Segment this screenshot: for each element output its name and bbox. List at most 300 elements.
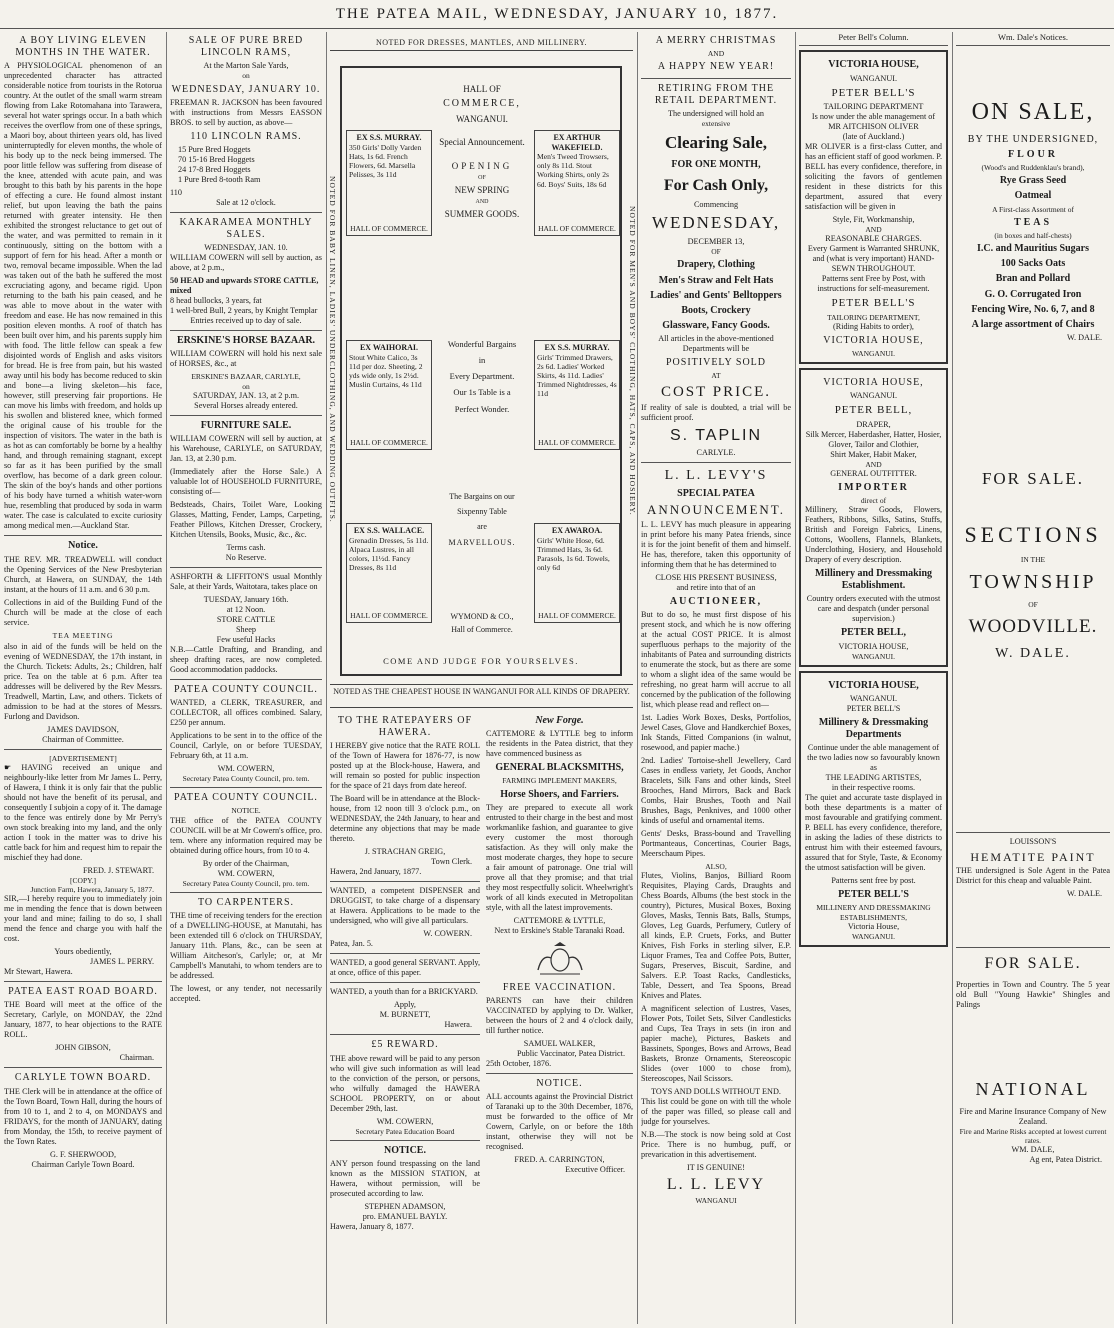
accounts-title: NOTICE. (536, 1077, 583, 1089)
pcc1-sign: WM. COWERN, (217, 764, 275, 774)
bran: Bran and Pollard (995, 273, 1071, 285)
pb-name: PETER BELL'S (831, 297, 916, 310)
kakaramea-body: WILLIAM COWERN will sell by auction, as above, at 2 p.m., (170, 253, 322, 273)
levy-toys: TOYS AND DOLLS WITHOUT END. (651, 1086, 781, 1096)
lincoln-body: FREEMAN R. JACKSON has been favoured with instructions from Messrs EASSON BROS. to sell by auction, as above— (170, 97, 322, 127)
boy-title: A BOY LIVING ELEVEN MONTHS IN THE WATER. (15, 35, 151, 59)
trespass-sign: STEPHEN ADAMSON, (364, 1201, 446, 1211)
lincoln-total: 110 (170, 187, 182, 197)
forge-sub2: Horse Shoers, and Farriers. (500, 788, 619, 800)
december: DECEMBER 13, (687, 237, 745, 247)
every-dept: Every Department. (449, 371, 515, 382)
vh-place: WANGANUI. (849, 693, 898, 703)
ratepayers-date: Hawera, 2nd January, 1877. (330, 867, 422, 877)
straw-hats: Men's Straw and Felt Hats (658, 274, 774, 286)
pcc1-body: WANTED, a CLERK, TREASURER, and COLLECTOR, all offices combined. Salary, £250 per annum. (170, 698, 322, 728)
dispenser-date: Patea, Jan. 5. (330, 939, 373, 949)
pb-body: Is now under the able management of (811, 111, 936, 121)
levy-nb: N.B.—The stock is now being sold at Cost Price. There is no humbug, puff, or prevarication in this advertisement. (641, 1129, 791, 1159)
vh-place: WANGANUI. (849, 391, 898, 401)
bargain-cell (534, 340, 620, 450)
teas: TEAS (1013, 216, 1053, 228)
ashforth-date: TUESDAY, January 16th. (203, 594, 289, 604)
sixpenny: Sixpenny Table (457, 507, 507, 517)
brickyard-apply: Apply, (394, 1000, 416, 1010)
teas-sub: (in boxes and half-chests) (994, 230, 1072, 240)
list-item: 70 15-16 Bred Hoggets (178, 154, 255, 164)
vaccination-sign: SAMUEL WALKER, (523, 1038, 596, 1048)
levy-list: 2nd. Ladies' Tortoise-shell Jewellery, Card Cases in endless variety, Jet Goods, Anchor Bracelets, Silk Fans and other kinds, Steel Brooches, Hand Mirrors, Back and Back Combs, Hair Brushes, Tooth and Nail Brushes, Bags, Penknives, and 1000 other kinds of useful and ornamental items. (641, 755, 791, 825)
brickyard-sign: M. BURNETT, (379, 1010, 431, 1020)
vaccination-date: 25th October, 1876. (486, 1058, 552, 1068)
pcc2-by: By order of the Chairman, (202, 858, 290, 868)
road-board-sign: JOHN GIBSON, (55, 1043, 111, 1053)
pb-wang: WANGANUI. (851, 348, 896, 358)
levy-also: ALSO, (705, 861, 727, 871)
pb-body2: The quiet and accurate taste displayed in both these departments is a matter of most favourable and gratifying comment. P. BELL has every confidence, therefore, in asking the ladies of these districts to entrust him with their esteemed favours, assured that for Style, Taste, & Economy the utmost satisfaction will be given. (805, 793, 942, 873)
top-banner: NOTED FOR DRESSES, MANTLES, AND MILLINERY. (330, 36, 633, 51)
retiring: RETIRING FROM THE RETAIL DEPARTMENT. (654, 82, 778, 106)
ashforth-time: at 12 Noon. (226, 604, 266, 614)
pb-mr: MR AITCHISON OLIVER (828, 121, 919, 131)
lincoln-on: on (242, 71, 250, 81)
ashforth-body: ASHFORTH & LIFFITON'S usual Monthly Sale, at their Yards, Waitotara, takes place on (170, 571, 322, 591)
pcc2-sign: WM. COWERN, (217, 868, 275, 878)
column-1 (4, 32, 162, 1324)
dale-agent: Ag ent, Patea District. (1029, 1154, 1102, 1164)
bargain-body: Men's Tweed Trowsers, only 8s 11d. Stout Working Shirts, only 2s 6d. Boys' Suits, 18s 6d (537, 152, 609, 189)
ashforth-note: N.B.—Cattle Drafting, and Branding, and sheep drafting races, are now completed. Good accommodation paddocks. (170, 644, 322, 674)
bargain-head: EX S.S. WALLACE. (353, 526, 425, 535)
bargain-footer: HALL OF COMMERCE. (350, 224, 428, 233)
column-rule (166, 32, 167, 1324)
royal-crest-icon (532, 940, 588, 978)
pb-patterns: Patterns sent free by post. (831, 876, 916, 886)
dale-sign: W. DALE. (995, 645, 1071, 661)
pb-draper: DRAPER, (856, 419, 891, 429)
pb-outfitter: GENERAL OUTFITTER. (830, 468, 917, 478)
pb-and: AND (865, 224, 882, 234)
pcc2-body: THE office of the PATEA COUNTY COUNCIL will be at Mr Cowern's office, pro. tem. where any information required may be obtained during office hours, from 10 to 4. (170, 815, 322, 855)
road-board-body: THE Board will meet at the office of the Secretary, Carlyle, on MONDAY, the 22nd January, 1877, to hear objections to the RATE ROLL. (4, 1000, 162, 1040)
perry-close: Yours obediently, (54, 947, 112, 957)
iron: G. O. Corrugated Iron (984, 288, 1082, 300)
erskine-on: on (242, 381, 250, 391)
pb-vh: Victoria House, (847, 921, 900, 931)
opening: OPENING (451, 161, 513, 172)
levy-close: CLOSE HIS PRESENT BUSINESS, (655, 572, 777, 582)
cash-only: For Cash Only, (663, 176, 769, 194)
summer-goods: SUMMER GOODS. (444, 209, 520, 220)
pb-name: PETER BELL, (840, 627, 907, 639)
column-7 (956, 32, 1110, 1324)
lincoln-head: 110 LINCOLN RAMS. (190, 130, 302, 142)
pb-dept2: TAILORING DEPARTMENT, (827, 312, 920, 322)
dale-sign: W. DALE. (1067, 889, 1102, 899)
bargain-cell (534, 523, 620, 623)
dispenser-sign: W. COWERN. (423, 929, 472, 939)
wednesday: WEDNESDAY, (651, 213, 781, 233)
reward-title: £5 REWARD. (371, 1039, 439, 1051)
lincoln-time: Sale at 12 o'clock. (216, 197, 276, 207)
bargain-body: Stout White Calico, 3s 11d per doz. Sheeting, 2 yds wide only, 1s 2½d. Muslin Curtains, 4s 11d (349, 352, 423, 389)
ratepayers-sign2: Town Clerk. (431, 857, 472, 867)
carpenters-note: The lowest, or any tender, not necessarily accepted. (170, 983, 322, 1003)
furniture-body: WILLIAM COWERN will sell by auction, at his Warehouse, CARLYLE, on SATURDAY, Jan. 13, at 2.30 p.m. (170, 433, 322, 463)
flour-brand: (Wood's and Ruddenklau's brand), (981, 163, 1085, 172)
ashforth-line: Few useful Hacks (216, 634, 276, 644)
louisson: LOUISSON'S (1009, 836, 1057, 846)
pb-name: PETER BELL'S (846, 703, 901, 713)
victoria-house-ad-2 (799, 368, 948, 667)
pb-shirt: Shirt Maker, Habit Maker, (830, 449, 917, 459)
forge-body: CATTEMORE & LYTTLE beg to inform the residents in the Patea district, that they have commenced business as (486, 729, 633, 759)
bargain-head: EX AWAROA. (551, 526, 603, 535)
sections: SECTIONS (964, 521, 1102, 547)
accounts-sign2: Executive Officer. (565, 1165, 625, 1175)
wonderful: Wonderful Bargains (447, 339, 517, 349)
column-rule (952, 32, 953, 1324)
pb-warranted: Every Garment is Warranted SHRUNK, (807, 244, 940, 254)
masthead: THE PATEA MAIL, WEDNESDAY, JANUARY 10, 1877. (0, 0, 1114, 29)
pb-hand: and (what is very important) HAND-SEWN THROUGHOUT. (812, 254, 935, 274)
bargain-cell (534, 130, 620, 236)
national-body2: Fire and Marine Risks accepted at lowest current rates. (959, 1126, 1107, 1145)
boots: Boots, Crockery (681, 304, 751, 316)
vaccination-sign2: Public Vaccinator, Patea District. (517, 1048, 625, 1058)
pb-late: (late of Auckland.) (842, 131, 905, 141)
column-4-lower (486, 712, 633, 1324)
sugars: I.C. and Mauritius Sugars (977, 242, 1089, 254)
pb-millinery: Millinery and Dressmaking Establishment. (814, 568, 933, 592)
pb-wang: WANGANUI. (851, 651, 896, 661)
brickyard-place: Hawera. (444, 1020, 472, 1030)
hall-line: HALL OF (463, 84, 501, 94)
carlyle-title: CARLYLE TOWN BOARD. (14, 1072, 152, 1084)
bargain-footer: HALL OF COMMERCE. (350, 438, 428, 447)
pb-country: Country orders executed with the utmost care and despatch (under personal supervision.) (806, 594, 941, 624)
list-item: 1 Pure Bred 8-tooth Ram (178, 174, 261, 184)
forge-body2: They are prepared to execute all work entrusted to their charge in the best and most workmanlike fashion, and guarantee to give every customer the most thorough satisfaction. As they will only make the most moderate charges, they hope to secure a fair amount of patronage. One trial will prove all that they promise; and that trial they most respectfully solicit. Wheelwright's work of all kinds executed in Metropolitan style, with all the latest improvements. (486, 802, 633, 912)
kakaramea-date: WEDNESDAY, JAN. 10. (204, 243, 288, 253)
ratepayers-sign: J. STRACHAN GREIG, (364, 847, 446, 857)
pcc1-title: PATEA COUNTY COUNCIL. (174, 683, 318, 695)
hematite-body: THE undersigned is Sole Agent in the Patea District for this cheap and valuable Paint. (956, 866, 1110, 886)
bargain-body: 350 Girls' Dolly Varden Hats, 1s 6d. French Flowers, 6d. Marsella Pelisses, 3s 11d (349, 142, 422, 179)
erskine-date: SATURDAY, JAN. 13, at 2 p.m. (193, 390, 299, 400)
bargain-cell (346, 340, 432, 450)
kakaramea-line: 8 head bullocks, 3 years, fat (170, 296, 262, 306)
brickyard-body: WANTED, a youth than for a BRICKYARD. (330, 987, 478, 997)
hall-line: COMMERCE, (443, 98, 521, 110)
on-sale: ON SALE, (971, 99, 1095, 126)
list-item: 15 Pure Bred Hoggets (178, 144, 251, 154)
kakaramea-line: 1 well-bred Bull, 2 years, by Knight Templar (170, 306, 318, 316)
hall-center-1 (430, 82, 534, 222)
victoria-house-ad-3 (799, 671, 948, 947)
pcc1-sign2: Secretary Patea County Council, pro. tem. (182, 774, 310, 784)
victoria-house-ad-1 (799, 50, 948, 364)
furniture-terms: Terms cash. (226, 542, 266, 552)
cost-price: COST PRICE. (660, 383, 772, 400)
lincoln-date: WEDNESDAY, JANUARY 10. (171, 83, 321, 95)
lincoln-list (178, 145, 322, 185)
column-rule (795, 32, 796, 1324)
levy-list: 1st. Ladies Work Boxes, Desks, Portfolios, Jewel Cases, Glove and Handkerchief Boxes, Ink Stands, Fitted Companions (in walnut, rosewood, and papier mache.) (641, 712, 791, 752)
erskine-note: Several Horses already entered. (194, 400, 298, 410)
column-6 (799, 32, 948, 1324)
carpenters-title: TO CARPENTERS. (197, 896, 295, 908)
accounts-sign: FRED. A. CARRINGTON, (514, 1155, 605, 1165)
dispenser-body: WANTED, a competent DISPENSER and DRUGGIST, to take charge of a dispensary at Hawera. Applications to be made to the undersigned, who will give all particulars. (330, 886, 480, 926)
hall-of-commerce-ad (328, 36, 637, 684)
sacks: 100 Sacks Oats (1000, 258, 1066, 270)
pb-style: Style, Fit, Workmanship, (832, 214, 915, 224)
pb-direct: direct of (860, 495, 887, 505)
in: in (478, 355, 486, 366)
at: AT (711, 371, 721, 381)
stewart-advertisement: ☛ HAVING received an unique and neighbourly-like letter from Mr James L. Perry, of Hawera, I think it is only fair that the public should not have the benefit of its perusal, and consequently I subjoin a copy of it. The damage to the fence was entirely done by Mr Perry's own stock breaking into my land, and the only action I took in the matter was to drive his cattle back for him and request him to repair the mischief they had done. (4, 762, 162, 862)
special-announcement: Special Announcement. (439, 136, 525, 147)
new-spring: NEW SPRING (454, 185, 510, 196)
pb-patterns: Patterns sent Free by Post, with instructions for self-measurement. (817, 274, 930, 294)
pb-name: PETER BELL'S (831, 86, 916, 99)
come-and-judge: COME AND JUDGE FOR YOURSELVES. (383, 656, 579, 666)
undersigned: The undersigned will hold an (668, 108, 764, 118)
lincoln-where: At the Marton Sale Yards, (203, 61, 289, 71)
oatmeal: Oatmeal (1014, 190, 1052, 202)
ratepayers-body2: The Board will be in attendance at the Block-house, from 12 noon till 3 o'clock p.m., on WEDNESDAY, the 24th January, to hear and determine any objections that may be made thereto. (330, 794, 480, 844)
chairs: A large assortment of Chairs (971, 318, 1095, 330)
pb-est: MILLINERY AND DRESSMAKING ESTABLISHMENTS, (816, 903, 931, 922)
advertisement-label: [ADVERTISEMENT] (49, 753, 117, 763)
peter-bell-header: Peter Bell's Column. (799, 32, 948, 46)
tea-title: TEA MEETING (52, 630, 114, 640)
bottom-banner: NOTED AS THE CHEAPEST HOUSE IN WANGANUI FOR ALL KINDS OF DRAPERY. (330, 684, 633, 708)
rye: Rye Grass Seed (999, 175, 1067, 187)
of: OF (1028, 600, 1038, 610)
column-2 (170, 32, 322, 1324)
kakaramea-title: KAKARAMEA MONTHLY SALES. (179, 216, 313, 241)
column-rule (326, 32, 327, 1324)
levy-title: L. L. LEVY'S (664, 468, 768, 484)
trespass-date: Hawera, January 8, 1877. (330, 1221, 414, 1231)
carlyle-sign2: Chairman Carlyle Town Board. (31, 1159, 135, 1169)
pb-vh: VICTORIA HOUSE, (838, 641, 909, 651)
vaccination-body: PARENTS can have their children VACCINATED by applying to Dr. Walker, between the hours of 2 and 4 o'clock daily, till further notice. (486, 995, 633, 1035)
wire: Fencing Wire, No. 6, 7, and 8 (971, 303, 1095, 315)
if-reality: If reality of sale is doubted, a trial will be sufficient proof. (641, 402, 791, 422)
levy-place: WANGANUI (695, 1196, 737, 1206)
accounts-body: ALL accounts against the Provincial District of Taranaki up to the 30th December, 1876, must be forwarded to the office of Mr Cowern, Carlyle, on or before the 18th instant, otherwise they will not be recognised. (486, 1092, 633, 1152)
furniture-reserve: No Reserve. (225, 552, 267, 562)
reward-sign2: Secretary Patea Education Board (355, 1126, 455, 1136)
bargain-cell (346, 523, 432, 623)
bargain-body: Grenadin Dresses, 5s 11d. Alpaca Lustres, in all colors, 11½d. Fancy Dresses, 8s 11d (349, 535, 429, 572)
furniture-title: FURNITURE SALE. (200, 419, 292, 431)
pb-riding: (Riding Habits to order), (833, 321, 914, 331)
notice-title: Notice. (68, 540, 98, 552)
ashforth-head: STORE CATTLE (216, 614, 276, 624)
forge-addr: Next to Erskine's Stable Taranaki Road. (494, 925, 625, 935)
furniture-items: Bedsteads, Chairs, Toilet Ware, Looking Glasses, Matting, Fender, Lamps, Carpeting, Feather Pillows, Kitchen Dresser, Crockery, Kitchen Utensils, Books, Music, &c., &c. (170, 499, 322, 539)
levy-special: SPECIAL PATEA (677, 487, 755, 499)
pb-charges: REASONABLE CHARGES. (825, 234, 922, 244)
lincoln-title: SALE OF PURE BRED LINCOLN RAMS, (188, 35, 304, 59)
reward-sign: WM. COWERN, (376, 1116, 434, 1126)
of: OF (711, 247, 721, 257)
and: AND (475, 198, 489, 205)
xmas-1: A MERRY CHRISTMAS (655, 35, 777, 46)
levy-name: L. L. LEVY (666, 1175, 766, 1193)
our-is: Our 1s Table is a (453, 387, 511, 398)
levy-body2: But to do so, he must first dispose of his present stock, and which he is now offering at the actual COST PRICE. It is almost superfluous perhaps to the majority of the inhabitants of Patea and surrounding districts to enumerate the stock, but as there are some to whom a slight idea of the same would be refreshing, no great harm will accrue to all concerned by the publication of the following list, which please read and reflect on— (641, 609, 791, 709)
taplin: S. TAPLIN (669, 426, 763, 444)
pointing-hand-icon: ☛ (4, 762, 22, 772)
carpenters-body: THE time of receiving tenders for the erection of a DWELLING-HOUSE, at Manutahi, has been extended till 6 o'clock on THURSDAY, January 11th. Plans, &c., can be seen at William Aitcheson's, Carlyle; or, at Mr Campbell's Manutahi, to whom tenders are to be addressed. (170, 910, 322, 980)
copy-address: Junction Farm, Hawera, January 5, 1877. (30, 884, 154, 894)
pb-name: PETER BELL, (834, 404, 913, 417)
one-month: FOR ONE MONTH, (671, 158, 761, 170)
vh-title: VICTORIA HOUSE, (828, 59, 919, 71)
road-board-sign2: Chairman. (119, 1053, 154, 1063)
forge-sign: CATTEMORE & LYTTLE, (513, 915, 606, 925)
column-rule (637, 32, 638, 1324)
pb-name: PETER BELL'S (838, 889, 909, 901)
left-vertical-banner: NOTED FOR BABY LINEN, LADIES' UNDERCLOTHING, AND WEDDING OUTFITS. (328, 176, 337, 523)
bargain-head: EX ARTHUR WAKEFIELD. (551, 133, 603, 152)
bargain-footer: HALL OF COMMERCE. (538, 438, 616, 447)
glassware: Glassware, Fancy Goods. (662, 320, 770, 332)
pb-and: AND (865, 459, 882, 469)
hall-center-2 (430, 336, 534, 417)
perry-letter: SIR,—I hereby require you to immediately join me in mending the fence that is down between your land and mine; failing to do so, I shall mend the fence and charge you with half the cost. (4, 894, 162, 944)
erskine-title: ERSKINE'S HORSE BAZAAR. (176, 335, 316, 347)
levy-retire: and retire into that of an (676, 582, 756, 592)
hall-commerce: Hall of Commerce. (451, 624, 513, 634)
dale-sign: W. DALE. (1067, 333, 1102, 343)
servant-body: WANTED, a good general SERVANT. Apply, at once, office of this paper. (330, 958, 480, 978)
bargain-cell (346, 130, 432, 236)
pcc1-body2: Applications to be sent in to the office of the Council, Carlyle, on or before TUESDAY, February 6th, at 11 a.m. (170, 731, 322, 761)
erskine-where: ERSKINE'S BAZAAR, CARLYLE, (191, 372, 301, 382)
forge-title: New Forge. (535, 715, 584, 726)
bargain-body: Girls' Trimmed Drawers, 2s 6d. Ladies' Worked Skirts, 4s 11d. Ladies' Trimmed Nightdresses, 4s 11d (537, 352, 617, 399)
extensive: extensive (701, 118, 731, 128)
column-3-lower (330, 712, 480, 1324)
bargain-footer: HALL OF COMMERCE. (538, 224, 616, 233)
levy-body: L. L. LEVY has much pleasure in appearing in print before his many Patea friends, since it is for the joint benefit of them and himself. He has, therefore, taken this opportunity of informing them that he has determined to (641, 519, 791, 569)
dale-sign: WM. DALE, (1011, 1144, 1055, 1154)
road-board-title: PATEA EAST ROAD BOARD. (8, 986, 158, 998)
for-sale-2: FOR SALE. (984, 955, 1082, 973)
national-body: Fire and Marine Insurance Company of New Zealand. (959, 1106, 1107, 1126)
levy-body3: This list could be gone on with till the whole of the paper was filled, so please call and judge for yourselves. (641, 1096, 791, 1126)
trespass-sign2: pro. EMANUEL BAYLY. (362, 1211, 448, 1221)
first-class: A First-class Assortment of (992, 204, 1074, 214)
furniture-body2: (Immediately after the Horse Sale.) A valuable lot of HOUSEHOLD FURNITURE, consisting of— (170, 466, 322, 496)
belltoppers: Ladies' and Gents' Belltoppers (650, 289, 782, 301)
levy-list: Gents' Desks, Brass-bound and Travelling Portmanteaus, Concertinas, Courier Bags, Meerschaum Pipes. (641, 828, 791, 858)
trespass-body: ANY person found trespassing on the land known as the MISSION STATION, at Hawera, without permission, will be prosecuted according to law. (330, 1158, 480, 1198)
treadwell-notice: THE REV. MR. TREADWELL will conduct the Opening Services of the New Presbyterian Church, at Hawera, on SUNDAY, the 14th instant, at the hours of 11 a.m. and 6 30 p.m. (4, 554, 162, 594)
vaccination-title: FREE VACCINATION. (502, 981, 617, 993)
ashforth-line: Sheep (235, 624, 256, 634)
pcc2-title: PATEA COUNTY COUNCIL. (174, 792, 318, 804)
pb-body: Continue under the able management of the two ladies now so favourably known as (807, 743, 940, 773)
clearing-sale: Clearing Sale, (665, 133, 767, 153)
drapery: Drapery, Clothing (677, 259, 755, 271)
tea-sign2: Chairman of Committee. (42, 734, 124, 744)
pb-in: in their respective rooms. (831, 783, 916, 793)
bargain-body: Girls' White Hose, 6d. Trimmed Hats, 3s 6d. Parasols, 1s 6d. Towels, only 6d (537, 535, 610, 572)
commencing: Commencing (693, 200, 739, 210)
perry-sign: JAMES L. PERRY. (89, 957, 154, 967)
kakaramea-note: Entries received up to day of sale. (190, 316, 302, 326)
bargains: The Bargains on our (449, 492, 515, 501)
kakaramea-line: 50 HEAD and upwards STORE CATTLE, mixed (170, 276, 319, 296)
wymond: WYMOND & CO., (450, 612, 514, 621)
reward-body: THE above reward will be paid to any person who will give such information as will lead to the conviction of the person, or persons, who wilfully damaged the HAWERA SCHOOL PROPERTY, on or about December 29th, last. (330, 1053, 480, 1113)
bargain-footer: HALL OF COMMERCE. (350, 611, 428, 620)
hall-center-3 (430, 489, 534, 550)
ratepayers-body: I HEREBY give notice that the RATE ROLL of the Town of Hawera for 1876-77, is now posted up at the Block-house, Hawera, and will remain so posted for public inspection for the space of 21 days from date hereof. (330, 741, 480, 791)
levy-genuine: IT IS GENUINE! (686, 1162, 746, 1172)
woodville: WOODVILLE. (968, 616, 1098, 638)
pcc2-sign2: Secretary Patea County Council, pro. tem. (182, 878, 310, 888)
vh-place: WANGANUI. (849, 73, 898, 83)
list-item: 24 17-8 Bred Hoggets (178, 164, 251, 174)
erskine-body: WILLIAM COWERN will hold his next sale of HORSES, &c., at (170, 349, 322, 369)
by-undersigned: BY THE UNDERSIGNED, (967, 133, 1099, 145)
vh-title: VICTORIA HOUSE, (823, 376, 924, 388)
pb-list: Silk Mercer, Haberdasher, Hatter, Hosier, Glover, Tailor and Clothier, (805, 429, 942, 449)
levy-auctioneer: AUCTIONEER, (669, 595, 763, 607)
ratepayers-title: TO THE RATEPAYERS OF HAWERA. (337, 715, 473, 739)
hematite: HEMATITE PAINT (970, 849, 1096, 864)
positively: POSITIVELY SOLD (665, 357, 766, 369)
in-the: IN THE (1020, 554, 1046, 564)
levy-list: Flutes, Violins, Banjos, Billiard Room Requisites, Playing Cards, Draughts and Chess Boards, Albums (the best stock in the country), Pictures, Musical Boxes, Boxing Gloves, Masks, Tennis Bats, Balls, Stumps, Gloves, Leg Guards, Perfumery, Cutlery of all kinds, E.P. Cruets, Forks, and Butter Knives, Fish Forks in sterling silver, E.P. Liquor Frames, Tea and Coffee Pots, Butter, Sugars, Preserves, Biscuit, Sardine, and Salvers. E.P. Toast Racks, Candlesticks, Table, Dessert, and Tea Spoons, Bread Knives and Plates. (641, 870, 791, 1000)
for-sale: FOR SALE. (981, 469, 1085, 489)
pb-importer: IMPORTER (838, 481, 909, 493)
pcc2-notice: NOTICE. (231, 806, 261, 816)
forge-head: GENERAL BLACKSMITHS, (495, 762, 624, 774)
xmas-3: A HAPPY NEW YEAR! (657, 61, 775, 73)
carlyle: CARLYLE. (696, 448, 736, 458)
hall-line: WANGANUI. (456, 114, 508, 125)
carlyle-sign: G. F. SHERWOOD, (50, 1149, 116, 1159)
marvellous: MARVELLOUS. (448, 537, 516, 547)
copy-label: [COPY.] (70, 875, 96, 885)
pb-dept: TAILORING DEPARTMENT (823, 101, 924, 111)
hall-center-4 (430, 611, 534, 637)
are: are (477, 522, 487, 532)
bargain-head: EX S.S. MURRAY. (356, 133, 422, 142)
xmas-2: AND (707, 49, 725, 59)
national: NATIONAL (975, 1078, 1091, 1099)
right-vertical-banner: NOTED FOR MEN'S AND BOYS' CLOTHING, HATS, CAPS, AND HOSIERY. (628, 206, 637, 516)
all-articles: All articles in the above-mentioned Departments will be (658, 334, 774, 354)
bargain-footer: HALL OF COMMERCE. (538, 611, 616, 620)
of: OF (478, 174, 486, 181)
bargain-head: EX S.S. MURRAY. (544, 343, 610, 352)
tea-body: also in aid of the funds will be held on the evening of WEDNESDAY, the 17th instant, in the Church. Tickets: Adults, 2s.; Children, half price. Tea on the table at 6 p.m. After tea addresses will be delivered by the Rev Messrs. Treadwell, Martin, Law, and others. Tickets of admission to be had at the stores of Messrs. Furlong and Davidson. (4, 641, 162, 721)
perfect: Perfect Wonder. (454, 403, 510, 414)
boy-article: A PHYSIOLOGICAL phenomenon of an unprecedented character has attracted considerable notice from tourists in the Rotorua country. At the outlet of the small warm stream flowing from Lake Rotomahana into Tarawera, several hot water springs occur. In a bath which receives the overflow from one of these springs, a Maori boy, about thirteen years old, has lived uninterruptedly for eleven months, the whole of his body up to the neck being immersed. The poor little fellow was suffering from disease of the knee, attended with acute pain, and was brought to this bath by his parents in the hope of effecting a cure. He found almost instant relief, but upon leaving the bath the pains returned with greater intensity. He then exhibited the strongest reluctance to get out of the water, and was permitted to remain in it continuously, sitting on the bottom with a support of fern for his head. After a month or two, removal became impossible. When the lad was taken out of the bath he suffered the most excruciating agony, and became rigid. Upon returning to the bath his pain ceased, and he was able to move about in the water with freedom and ease. He has now remained in this position eleven months. A roof of thatch has been built over him, and his parents supply him with food. The little fellow can speak a few disjointed words of English and asks visitors for bread. He is free from pain, but his wasted away until his body has become reduced to skin and bone—a living skeleton—his face, however, still preserving fair proportions. He can move his limbs with freedom, and holds up his swollen and blistered knee, which formed the original cause of his trouble for the inspection of visitors. The water in the bath is as hot as can comfortably be borne by a healthy hand, and through remaining stagnant, except so far as it has been purified by the small overflow, has become of a dark green colour. The skin of the boy's hands and other portions of his body have turned a whitish water-worn hue, resembling that produced by soda in warm water. The case is calculated to excite curiosity among medical men.—Auckland Star. (4, 61, 162, 531)
pb-artists: THE LEADING ARTISTES, (825, 773, 922, 783)
levy-list: A magnificent selection of Lustres, Vases, Flower Pots, Toilet Sets, Silver Candlesticks and Cups, Tea Trays in sets (in iron and papier mache), Pictures, Baskets and Bassinets, Sponges, Bows and Arrows, Bead Baskets, Bronze Ornaments, Stereoscopic Slides (over 1000 to chose from), Stereoscopes, Nail Scissors. (641, 1003, 791, 1083)
